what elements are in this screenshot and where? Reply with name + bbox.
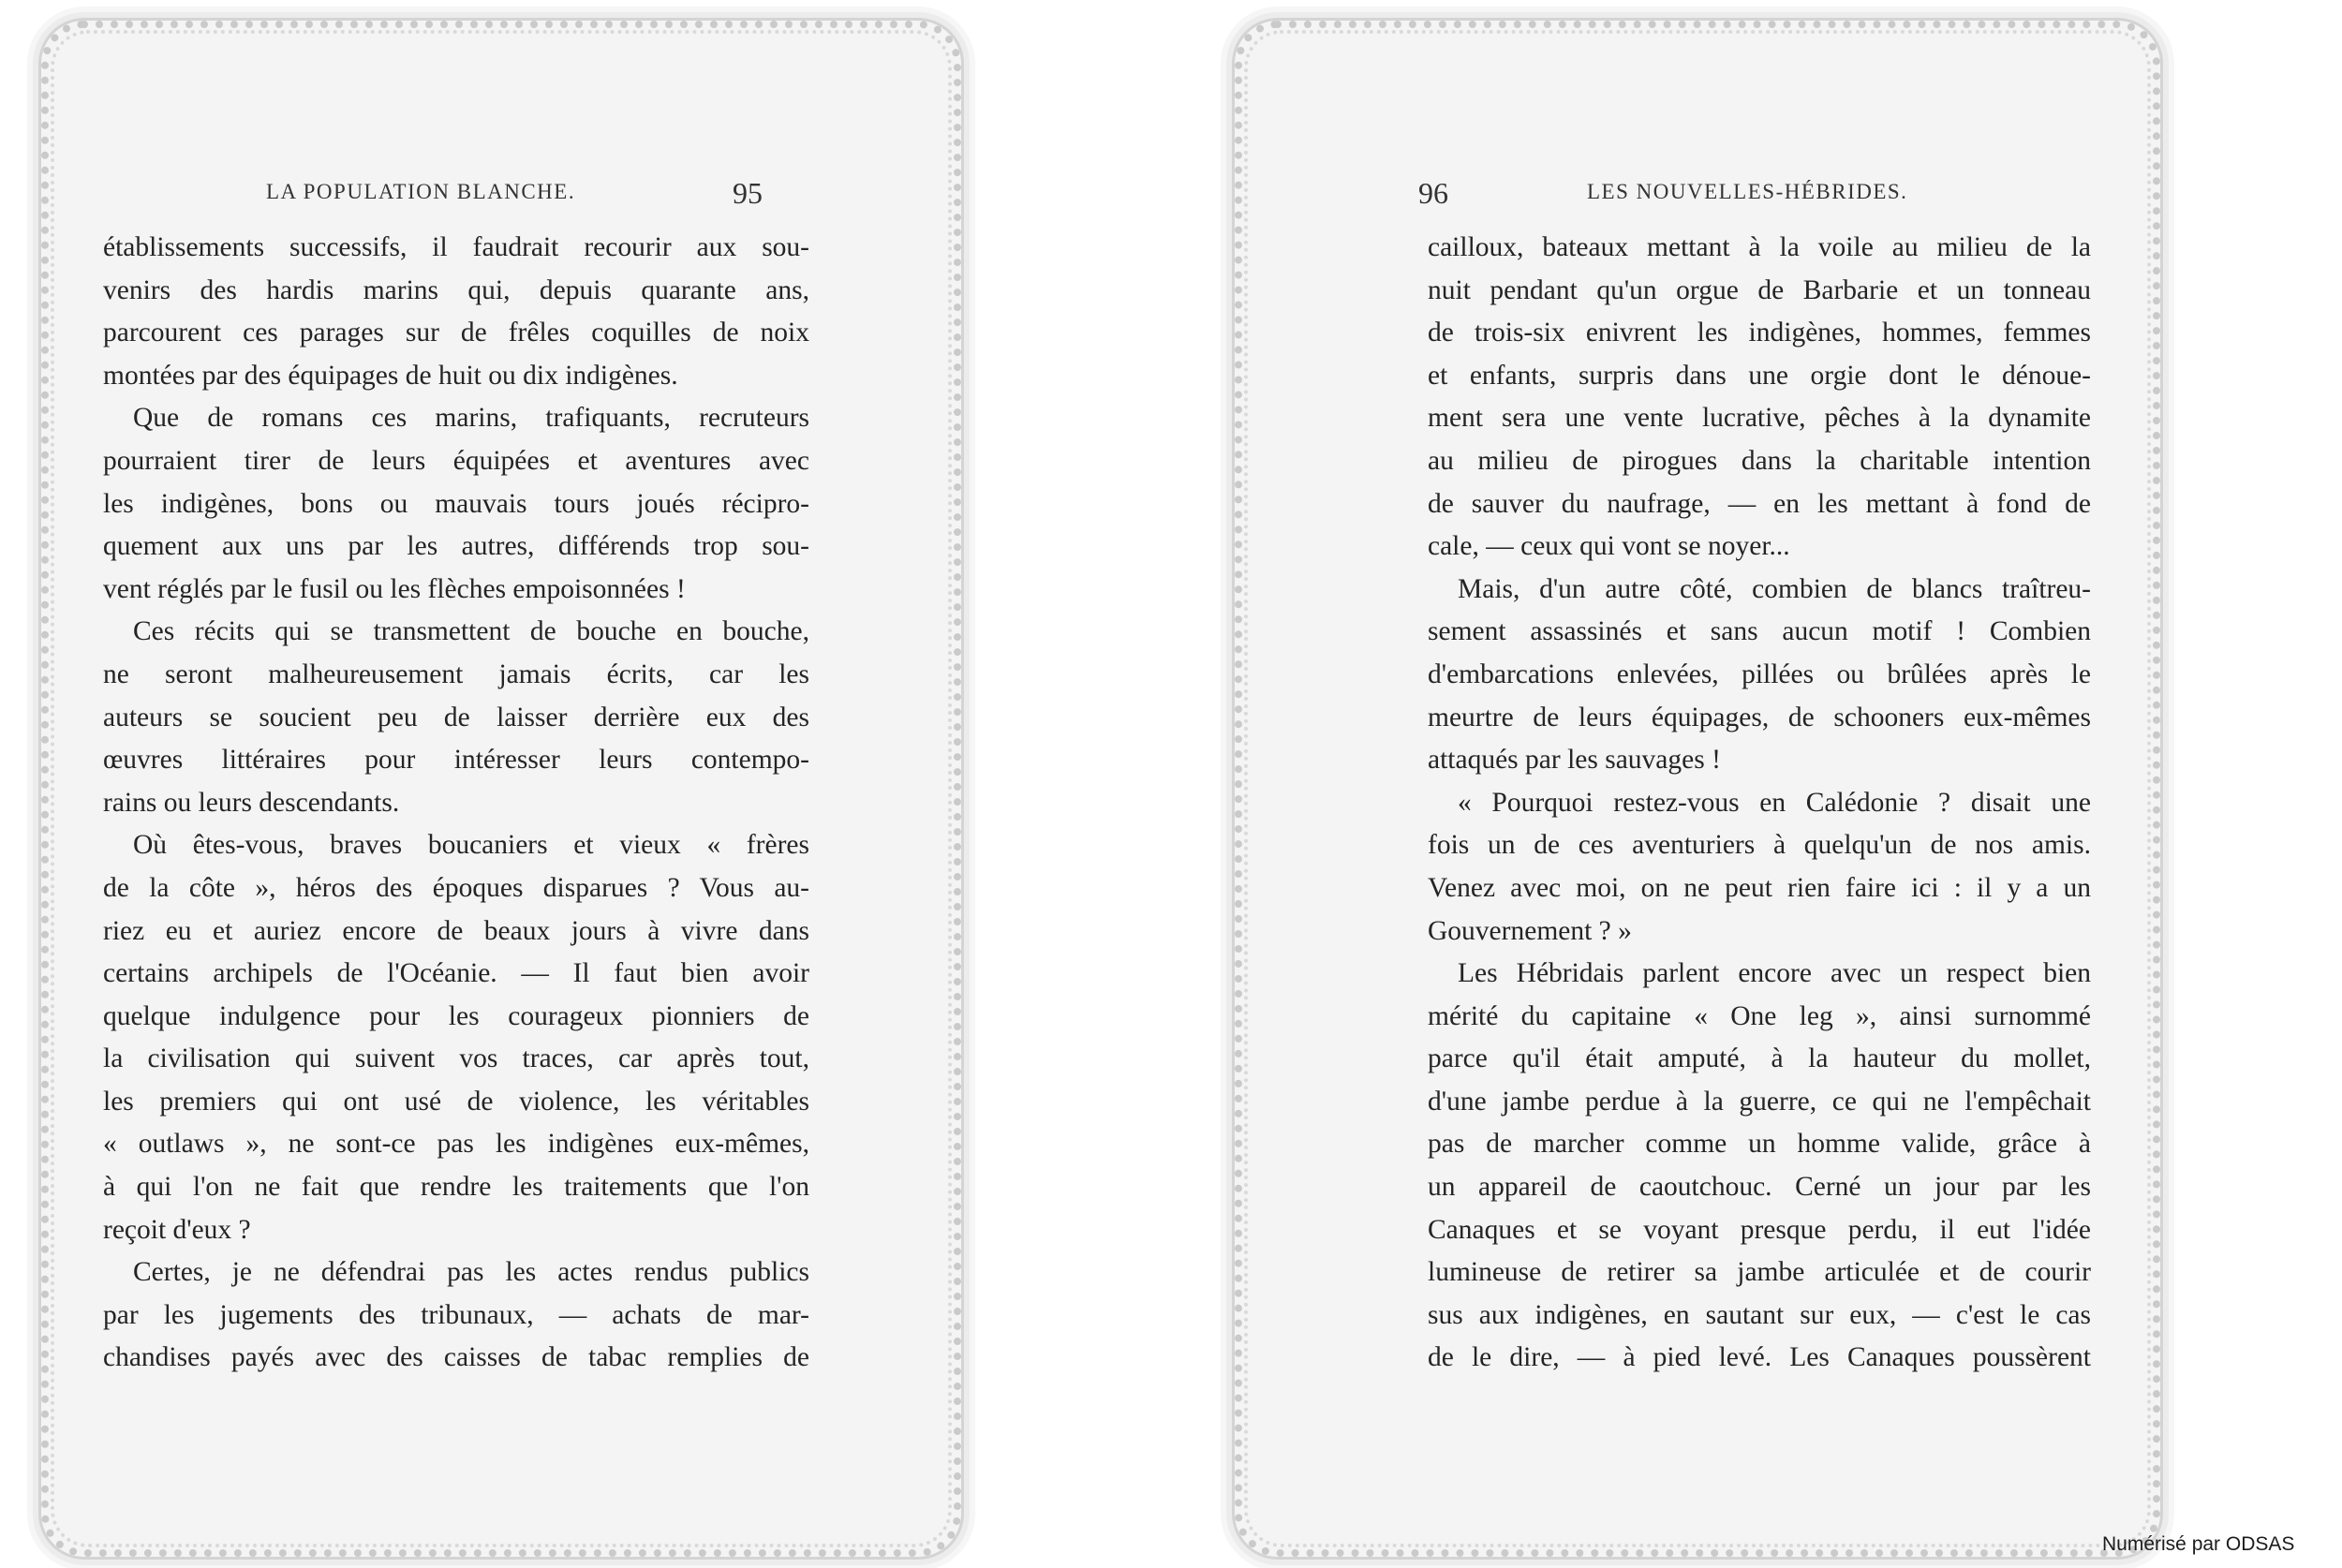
left-page-number: 95 [733, 176, 763, 210]
text-line: vent réglés par le fusil ou les flèches empoisonnées ! [103, 573, 686, 604]
text-line: nuit pendant qu'un orgue de Barbarie et un tonneau [1428, 274, 2091, 305]
right-running-head: LES NOUVELLES-HÉBRIDES. [1587, 180, 1908, 203]
text-line: fois un de ces aventuriers à quelqu'un de nos amis. [1428, 830, 2091, 861]
text-line: attaqués par les sauvages ! [1428, 745, 1721, 776]
right-book-page [1235, 21, 2160, 1557]
text-line: certains archipels de l'Océanie. — Il faut bien avoir [103, 958, 809, 989]
text-line: rains ou leurs descendants. [103, 787, 400, 818]
left-running-head: LA POPULATION BLANCHE. [266, 180, 576, 203]
text-line: sement assassinés et sans aucun motif ! Combien [1428, 616, 2091, 647]
text-line: parcourent ces parages sur de frêles coquilles de noix [103, 318, 809, 348]
text-line: pourraient tirer de leurs équipées et aventures avec [103, 445, 809, 476]
text-line: « outlaws », ne sont-ce pas les indigènes eux-mêmes, [103, 1129, 809, 1160]
text-line: Certes, je ne défendrai pas les actes rendus publics [133, 1257, 809, 1288]
text-line: parce qu'il était amputé, à la hauteur du mollet, [1428, 1043, 2091, 1074]
text-line: établissements successifs, il faudrait recourir aux sou- [103, 232, 809, 262]
text-line: « Pourquoi restez-vous en Calédonie ? disait une [1458, 787, 2091, 818]
left-book-page [41, 21, 961, 1557]
text-line: quement aux uns par les autres, différends trop sou- [103, 531, 809, 562]
text-line: Gouvernement ? » [1428, 915, 1632, 946]
text-line: ne seront malheureusement jamais écrits, car les [103, 658, 809, 689]
text-line: mérité du capitaine « One leg », ainsi surnommé [1428, 1000, 2091, 1031]
text-line: un appareil de caoutchouc. Cerné un jour par les [1428, 1172, 2091, 1203]
text-line: Les Hébridais parlent encore avec un respect bien [1458, 958, 2091, 989]
text-line: quelque indulgence pour les courageux pionniers de [103, 1000, 809, 1031]
text-line: de la côte », héros des époques disparues ? Vous au- [103, 872, 809, 903]
text-line: riez eu et auriez encore de beaux jours à vivre dans [103, 915, 809, 946]
text-line: d'embarcations enlevées, pillées ou brûlées après le [1428, 658, 2091, 689]
text-line: de trois-six enivrent les indigènes, hommes, femmes [1428, 318, 2091, 348]
text-line: au milieu de pirogues dans la charitable intention [1428, 445, 2091, 476]
right-page-body-text [1428, 227, 2091, 1380]
text-line: sus aux indigènes, en sautant sur eux, — c'est le cas [1428, 1299, 2091, 1330]
text-line: cailloux, bateaux mettant à la voile au milieu de la [1428, 232, 2091, 262]
text-line: d'une jambe perdue à la guerre, ce qui ne l'empêchait [1428, 1086, 2091, 1117]
text-line: ment sera une vente lucrative, pêches à la dynamite [1428, 403, 2091, 434]
digitization-credit: Numérisé par ODSAS [2102, 1533, 2295, 1555]
text-line: par les jugements des tribunaux, — achats de mar- [103, 1299, 809, 1330]
left-page-body-text [103, 227, 809, 1380]
text-line: Venez avec moi, on ne peut rien faire ici : il y a un [1428, 872, 2091, 903]
text-line: montées par des équipages de huit ou dix indigènes. [103, 360, 678, 391]
text-line: reçoit d'eux ? [103, 1214, 251, 1245]
text-line: chandises payés avec des caisses de tabac remplies de [103, 1342, 809, 1373]
text-line: lumineuse de retirer sa jambe articulée et de courir [1428, 1257, 2091, 1288]
text-line: et enfants, surpris dans une orgie dont le dénoue- [1428, 360, 2091, 391]
text-line: venirs des hardis marins qui, depuis quarante ans, [103, 274, 809, 305]
text-line: œuvres littéraires pour intéresser leurs contempo- [103, 745, 809, 776]
text-line: pas de marcher comme un homme valide, grâce à [1428, 1129, 2091, 1160]
text-line: de le dire, — à pied levé. Les Canaques poussèrent [1428, 1342, 2091, 1373]
text-line: Où êtes-vous, braves boucaniers et vieux « frères [133, 830, 809, 861]
text-line: à qui l'on ne fait que rendre les traitements que l'on [103, 1172, 809, 1203]
text-line: Mais, d'un autre côté, combien de blancs traîtreu- [1458, 573, 2091, 604]
text-line: la civilisation qui suivent vos traces, car après tout, [103, 1043, 809, 1074]
text-line: Ces récits qui se transmettent de bouche en bouche, [133, 616, 809, 647]
text-line: de sauver du naufrage, — en les mettant à fond de [1428, 488, 2091, 519]
text-line: Canaques et se voyant presque perdu, il eut l'idée [1428, 1214, 2091, 1245]
text-line: les indigènes, bons ou mauvais tours joués récipro- [103, 488, 809, 519]
text-line: les premiers qui ont usé de violence, les véritables [103, 1086, 809, 1117]
text-line: Que de romans ces marins, trafiquants, recruteurs [133, 403, 809, 434]
right-page-number: 96 [1418, 176, 1448, 210]
text-line: cale, — ceux qui vont se noyer... [1428, 531, 1790, 562]
text-line: meurtre de leurs équipages, de schooners eux-mêmes [1428, 702, 2091, 732]
text-line: auteurs se soucient peu de laisser derrière eux des [103, 702, 809, 732]
